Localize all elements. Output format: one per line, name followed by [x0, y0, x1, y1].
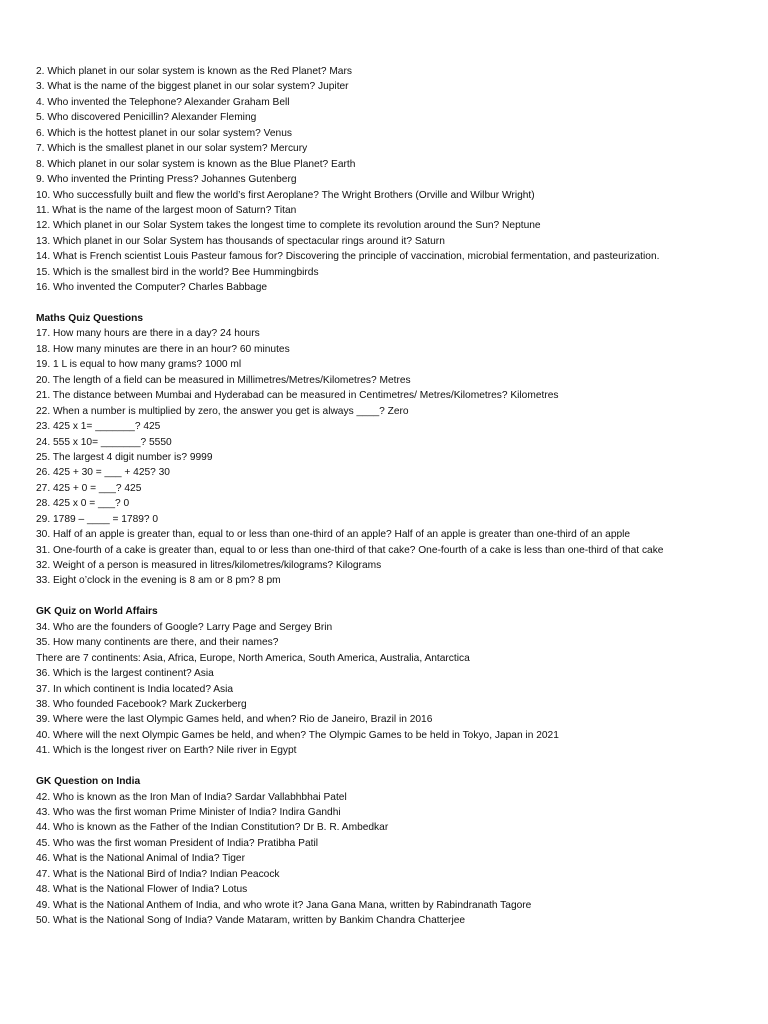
section-maths-quiz — [36, 311, 756, 589]
question-line: 3. What is the name of the biggest planet in our solar system? Jupiter — [36, 81, 349, 93]
question-line: 24. 555 x 10= _______? 5550 — [36, 436, 172, 448]
question-line: 25. The largest 4 digit number is? 9999 — [36, 451, 213, 463]
section-spacer — [36, 589, 756, 604]
question-line: 30. Half of an apple is greater than, equal to or less than one-third of an apple? Half of an apple is greater than one-third of an apple — [36, 529, 631, 541]
question-line: 9. Who invented the Printing Press? Johannes Gutenberg — [36, 174, 297, 186]
question-line: 32. Weight of a person is measured in litres/kilometres/kilograms? Kilograms — [36, 560, 382, 571]
question-line: 10. Who successfully built and flew the world’s first Aeroplane? The Wright Brothers (Orville and Wilbur Wright) — [36, 189, 535, 201]
section-spacer — [36, 759, 756, 774]
question-line: 35. How many continents are there, and their names? — [36, 637, 279, 649]
question-line: 4. Who invented the Telephone? Alexander Graham Bell — [36, 96, 290, 108]
question-line: 13. Which planet in our Solar System has thousands of spectacular rings around it? Saturn — [36, 235, 445, 247]
question-line: 47. What is the National Bird of India? Indian Peacock — [36, 868, 280, 880]
question-line: 19. 1 L is equal to how many grams? 1000 ml — [36, 359, 242, 371]
section-science-questions — [36, 64, 756, 296]
question-line: 48. What is the National Flower of India? Lotus — [36, 884, 248, 896]
question-line: 16. Who invented the Computer? Charles Babbage — [36, 282, 268, 294]
question-line: 15. Which is the smallest bird in the world? Bee Hummingbirds — [36, 266, 319, 278]
question-line: 22. When a number is multiplied by zero, the answer you get is always ____? Zero — [36, 405, 409, 417]
question-line: 5. Who discovered Penicillin? Alexander Fleming — [36, 112, 257, 124]
section-world-affairs — [36, 604, 756, 758]
question-line: 39. Where were the last Olympic Games held, and when? Rio de Janeiro, Brazil in 2016 — [36, 714, 433, 726]
question-line: There are 7 continents: Asia, Africa, Europe, North America, South America, Australia, Antarctica — [36, 652, 470, 664]
question-line: 2. Which planet in our solar system is known as the Red Planet? Mars — [36, 66, 352, 77]
question-line: 12. Which planet in our Solar System takes the longest time to complete its revolution around the Sun? Neptune — [36, 220, 541, 232]
question-line: 44. Who is known as the Father of the Indian Constitution? Dr B. R. Ambedkar — [36, 822, 389, 834]
question-line: 11. What is the name of the largest moon of Saturn? Titan — [36, 204, 297, 216]
question-line: 42. Who is known as the Iron Man of India? Sardar Vallabhbhai Patel — [36, 791, 347, 803]
question-line: 40. Where will the next Olympic Games be held, and when? The Olympic Games to be held in Tokyo, Japan in 2021 — [36, 729, 559, 741]
question-line: 41. Which is the longest river on Earth? Nile river in Egypt — [36, 745, 297, 757]
question-line: 28. 425 x 0 = ___? 0 — [36, 498, 130, 510]
question-line: 8. Which planet in our solar system is known as the Blue Planet? Earth — [36, 158, 356, 170]
question-line: 46. What is the National Animal of India? Tiger — [36, 853, 245, 865]
question-line: 43. Who was the first woman Prime Minister of India? Indira Gandhi — [36, 807, 341, 818]
section-india-gk — [36, 774, 756, 928]
question-line: 20. The length of a field can be measured in Millimetres/Metres/Kilometres? Metres — [36, 374, 411, 386]
document-page — [36, 64, 756, 929]
question-line: 37. In which continent is India located? Asia — [36, 683, 234, 695]
question-line: 49. What is the National Anthem of India, and who wrote it? Jana Gana Mana, written by Rabindranath Tagore — [36, 899, 532, 911]
question-line: 38. Who founded Facebook? Mark Zuckerberg — [36, 698, 247, 710]
section-heading: GK Quiz on World Affairs — [36, 606, 158, 618]
question-line: 31. One-fourth of a cake is greater than, equal to or less than one-third of that cake? One-fourth of a cake is less than one-third of that cake — [36, 544, 664, 556]
question-line: 27. 425 + 0 = ___? 425 — [36, 482, 142, 494]
question-line: 29. 1789 – ____ = 1789? 0 — [36, 513, 159, 525]
section-spacer — [36, 296, 756, 311]
question-line: 34. Who are the founders of Google? Larry Page and Sergey Brin — [36, 621, 333, 633]
question-line: 18. How many minutes are there in an hour? 60 minutes — [36, 343, 290, 355]
question-line: 6. Which is the hottest planet in our solar system? Venus — [36, 127, 292, 139]
question-line: 36. Which is the largest continent? Asia — [36, 668, 214, 680]
question-line: 45. Who was the first woman President of India? Pratibha Patil — [36, 837, 318, 849]
question-line: 33. Eight o’clock in the evening is 8 am or 8 pm? 8 pm — [36, 575, 281, 587]
question-line: 23. 425 x 1= _______? 425 — [36, 421, 161, 433]
question-line: 50. What is the National Song of India? Vande Mataram, written by Bankim Chandra Chatterjee — [36, 915, 466, 927]
question-line: 26. 425 + 30 = ___ + 425? 30 — [36, 467, 170, 479]
question-line: 17. How many hours are there in a day? 24 hours — [36, 328, 260, 340]
question-line: 21. The distance between Mumbai and Hyderabad can be measured in Centimetres/ Metres/Kilometres? Kilometres — [36, 390, 559, 402]
question-line: 7. Which is the smallest planet in our solar system? Mercury — [36, 143, 308, 155]
question-line: 14. What is French scientist Louis Pasteur famous for? Discovering the principle of vaccination, microbial fermentation, and pasteurization. — [36, 251, 660, 263]
section-heading: Maths Quiz Questions — [36, 313, 143, 324]
section-heading: GK Question on India — [36, 776, 141, 788]
